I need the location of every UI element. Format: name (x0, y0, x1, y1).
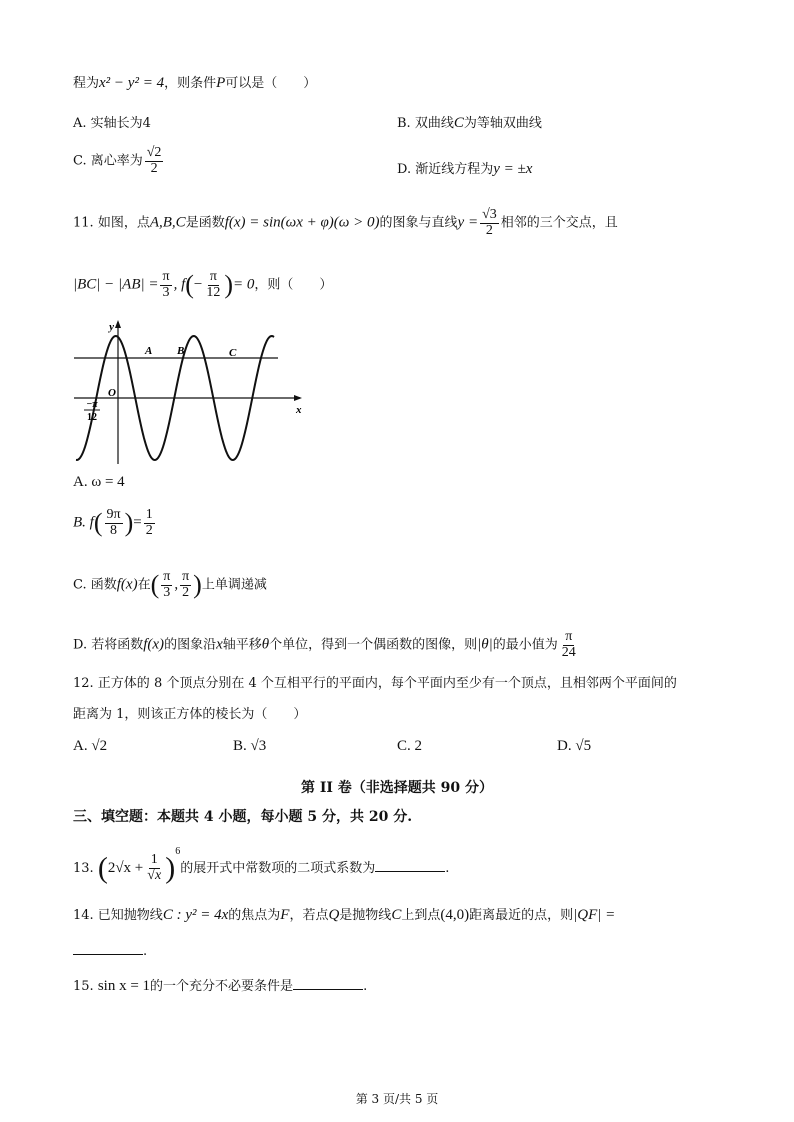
q11-cond3-frac (204, 270, 222, 300)
q12-option-a[interactable]: A. √2 (73, 738, 108, 754)
q11-option-c-mid: 在 (137, 577, 151, 593)
q13-power: 6 (175, 846, 181, 857)
q14-text1: 14. 已知抛物线 (73, 908, 163, 923)
q15-text: 的一个充分不必要条件是 (150, 979, 294, 994)
q14-answer-blank[interactable] (73, 942, 143, 955)
q14-focus: F (280, 907, 290, 923)
q14-text2: 的焦点为 (228, 908, 281, 923)
graph-label-twelve: 12 (87, 412, 97, 423)
q11-option-c[interactable]: C. 函数f(x)在( $\frac{\pi}{3}$ , $\frac{\pi}{2}$ )上单调递减 (73, 569, 267, 600)
q15-expr: sin x = 1 (97, 978, 151, 994)
q10-option-b-suffix: 为等轴双曲线 (463, 116, 542, 131)
q11-line-eq: y = (457, 214, 479, 231)
q11-option-b-rfrac (144, 508, 155, 538)
q10-c-num: √2 (146, 145, 162, 160)
graph-label-c: C (229, 347, 237, 359)
q14-text5: 上到点 (401, 908, 441, 923)
q11-d-abs: |θ| (477, 636, 493, 653)
q11-option-c-func: f(x) (116, 576, 138, 593)
q11-d-x: x (216, 636, 223, 653)
q11-d-theta: θ (261, 636, 270, 653)
q14-curve: C : y² = 4x (162, 907, 229, 923)
q11-line-den: 2 (485, 222, 493, 238)
q11-cond-den: 3 (162, 284, 170, 300)
q15-stem (73, 975, 367, 995)
q13-frac (145, 853, 163, 883)
q11-stem-line1 (73, 208, 618, 238)
q11-option-b-frac (105, 508, 123, 538)
q13-text: 的展开式中常数项的二项式系数为 (180, 861, 376, 876)
q11-cond-num: π (162, 269, 170, 284)
q10-option-a[interactable]: A. 实轴长为4 (73, 116, 151, 131)
q10-option-b-prefix: B. 双曲线 (397, 116, 454, 131)
q15-answer-blank[interactable] (293, 977, 363, 990)
q13-stem: 13. (2√x + $\frac{1}{√x}$ )$^6$的展开式中常数项的二项式系数为 . (73, 846, 450, 885)
q10-option-d-eq: y = ±x (493, 161, 533, 177)
q10-option-d[interactable] (397, 158, 532, 178)
graph-label-a: A (145, 345, 153, 357)
q11-text5: ，则（ ） (254, 277, 333, 293)
q11-paren-close: ) (224, 270, 234, 300)
q11-c-d1: 3 (163, 584, 171, 600)
page-footer: 第 3 页/共 5 页 (355, 1092, 439, 1106)
q14-abs: |QF| = (573, 907, 616, 923)
q15-number: 15. (73, 979, 94, 994)
q14-point: (4,0) (440, 907, 470, 923)
q11-cond1: |BC| − |AB| = (73, 276, 159, 293)
q11-d-text4: 个单位，得到一个偶函数的图像，则 (269, 637, 478, 653)
q11-c-d2: 2 (182, 584, 190, 600)
q11-func: f(x) = sin(ωx + φ)(ω > 0) (224, 214, 380, 231)
q11-number: 11. (73, 215, 94, 231)
q11-cond-frac (160, 270, 171, 300)
q14-q: Q (328, 907, 340, 923)
q11-line-num: √3 (482, 207, 497, 222)
q10-suffix: ，则条件 (164, 76, 217, 91)
q14-text6: 距离最近的点，则 (469, 908, 574, 923)
q11-option-c-prefix: C. 函数 (73, 577, 117, 593)
q11-line-frac (480, 208, 499, 238)
q11-text1: 如图，点 (97, 215, 150, 231)
q11-option-a-text: A. ω = 4 (73, 474, 125, 490)
q10-c-den: 2 (150, 160, 158, 176)
q11-sine-graph (70, 318, 310, 466)
q11-option-a[interactable] (73, 474, 125, 491)
q13-den: √x (147, 868, 162, 883)
q12-stem-line2: 距离为 1，则该正方体的棱长为（ ） (73, 707, 307, 722)
q11-paren-open: ( (185, 270, 194, 300)
section-title: 第 II 卷（非选择题共 90 分） (300, 780, 494, 796)
q12-option-d[interactable]: D. √5 (557, 738, 592, 754)
q11-cond3-den: 12 (206, 284, 221, 300)
q10-option-c[interactable] (73, 146, 165, 176)
q13-num: 1 (150, 852, 158, 868)
graph-label-x: x (296, 404, 302, 416)
q10-var: P (216, 75, 226, 91)
q12-option-b[interactable]: B. √3 (233, 738, 267, 754)
q11-option-c-suffix: 上单调递减 (201, 577, 267, 593)
q11-d-text2: 的图象沿 (164, 637, 217, 653)
graph-label-b: B (177, 345, 185, 357)
q13-number: 13. (73, 861, 94, 876)
graph-label-y: y (109, 321, 114, 333)
q11-b-num: 9π (106, 507, 121, 522)
q11-cond4: = 0 (233, 276, 255, 293)
q11-option-d[interactable] (73, 630, 580, 660)
q11-d-den: 24 (561, 644, 576, 660)
q11-c-n1: π (163, 569, 171, 584)
q12-option-c[interactable]: C. 2 (397, 738, 423, 754)
q11-b-rden: 2 (145, 522, 153, 538)
q11-stem-line2: |BC| − |AB| = $\frac{\pi}{3}$ , f(− $\frac{\pi}{12}$ )= 0，则（ ） (73, 269, 333, 300)
q11-text2: 是函数 (185, 215, 225, 231)
q14-text4: 是抛物线 (339, 908, 392, 923)
q15-end: . (363, 979, 368, 994)
q11-d-func: f(x) (143, 636, 165, 653)
q11-d-num: π (565, 629, 573, 644)
q11-option-c-frac1 (161, 570, 172, 600)
q11-text3: 的图象与直线 (379, 215, 458, 231)
q11-d-text3: 轴平移 (222, 637, 262, 653)
q11-cond2: , f (173, 276, 186, 293)
q11-option-c-frac2 (180, 570, 191, 600)
q11-text4: 相邻的三个交点，且 (500, 215, 618, 231)
q10-option-c-prefix: C. 离心率为 (73, 153, 143, 169)
section-subtitle: 三、填空题：本题共 4 小题，每小题 5 分，共 20 分. (73, 809, 413, 825)
q12-stem-line1: 12. 正方体的 8 个顶点分别在 4 个互相平行的平面内，每个平面内至少有一个顶点，且相邻两个平面间的 (73, 676, 677, 691)
x-axis-arrow-icon (294, 395, 302, 401)
graph-label-o: O (108, 387, 116, 399)
q13-end: . (445, 861, 450, 876)
q11-d-frac (560, 630, 578, 660)
q14-end: . (143, 944, 148, 959)
q10-stem (73, 72, 316, 92)
q10-option-c-fraction (145, 146, 164, 176)
q10-option-d-prefix: D. 渐近线方程为 (397, 162, 494, 177)
graph-label-neg-pi: −π (86, 399, 98, 410)
q11-b-rnum: 1 (145, 507, 153, 522)
q13-answer-blank[interactable] (375, 859, 445, 872)
q11-c-n2: π (182, 569, 190, 584)
q10-equation: x² − y² = 4 (99, 75, 165, 91)
q10-option-b-var: C (453, 115, 464, 131)
q14-c: C (391, 907, 402, 923)
q14-text3: ，若点 (289, 908, 329, 923)
q10-prefix: 程为 (73, 76, 100, 91)
q13-expr-a: 2√x + (107, 860, 144, 876)
y-axis-arrow-icon (115, 320, 121, 328)
q11-option-b-prefix: B. f (73, 514, 94, 531)
q11-d-text1: D. 若将函数 (73, 637, 144, 653)
q14-stem (73, 904, 615, 924)
q11-d-text5: 的最小值为 (492, 637, 558, 653)
q11-cond3-num: π (209, 269, 217, 284)
q14-answer-line (73, 942, 147, 959)
q11-option-b-eq: = (133, 514, 142, 531)
q10-option-b[interactable] (397, 112, 542, 132)
q10-suffix2: 可以是（ ） (225, 76, 317, 91)
q11-points: A,B,C (149, 214, 186, 231)
q11-b-den: 8 (110, 522, 118, 538)
q11-option-b[interactable]: B. f( $\frac{9\pi}{8}$ )= $\frac{1}{2}$ (73, 507, 153, 538)
